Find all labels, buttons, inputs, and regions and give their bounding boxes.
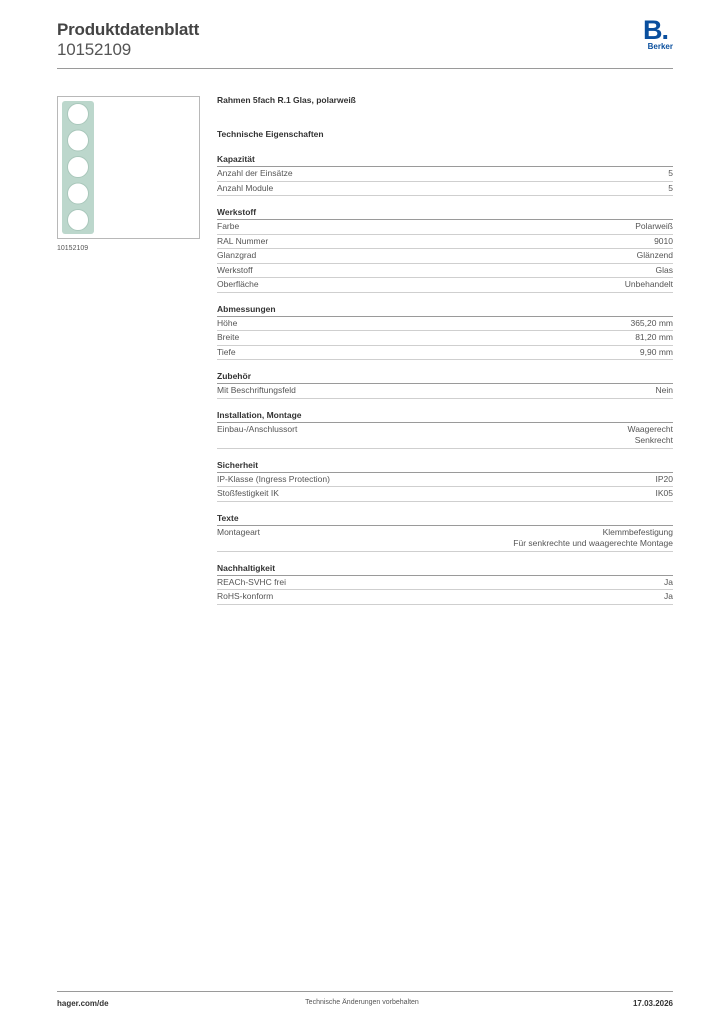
property-value <box>637 250 673 262</box>
property-value <box>513 527 673 550</box>
property-value <box>630 318 673 330</box>
property-value <box>635 221 673 233</box>
property-value-line: 5 <box>668 168 673 178</box>
footer-divider <box>57 991 673 992</box>
section-4 <box>217 409 673 449</box>
section-title: Installation, Montage <box>217 409 673 423</box>
property-label: Oberfläche <box>217 279 259 289</box>
frame-opening <box>68 157 89 178</box>
property-value <box>664 591 673 603</box>
property-value-line: 5 <box>668 182 673 193</box>
property-value-line: Ja <box>664 576 673 587</box>
property-value-line: 9,90 mm <box>639 346 673 357</box>
image-caption: 10152109 <box>57 245 89 252</box>
datasheet-content <box>217 95 673 605</box>
property-value-line: IP20 <box>655 473 673 484</box>
property-row <box>217 182 673 197</box>
property-row <box>217 264 673 279</box>
property-label: Werkstoff <box>217 264 253 275</box>
property-value <box>656 474 674 486</box>
property-label: Stoßfestigkeit IK <box>217 488 279 498</box>
property-value-line: Nein <box>655 385 673 395</box>
property-value-line: Polarweiß <box>635 221 673 231</box>
logo-name: Berker <box>647 42 673 51</box>
property-value-line: Für senkrechte und waagerechte Montage <box>513 538 673 548</box>
section-title: Abmessungen <box>217 303 673 317</box>
page-header <box>57 15 673 70</box>
property-row <box>217 278 673 293</box>
property-value <box>668 183 673 195</box>
property-row <box>217 167 673 182</box>
property-row <box>217 346 673 361</box>
product-name: Rahmen 5fach R.1 Glas, polarweiß <box>217 95 356 105</box>
logo-letter: B. <box>643 15 668 45</box>
section-title: Werkstoff <box>217 206 673 220</box>
property-row <box>217 576 673 591</box>
section-title: Nachhaltigkeit <box>217 562 673 576</box>
property-label: Tiefe <box>217 346 236 357</box>
property-value-line: 9010 <box>654 235 673 246</box>
frame-opening <box>68 210 89 231</box>
technical-properties-title: Technische Eigenschaften <box>217 129 324 139</box>
property-row <box>217 235 673 250</box>
property-label: Breite <box>217 332 240 342</box>
property-label: Einbau-/Anschlussort <box>217 423 298 434</box>
footer-website: hager.com/de <box>57 999 109 1008</box>
property-value-line: Klemmbefestigung <box>602 526 673 537</box>
property-row <box>217 220 673 235</box>
property-value <box>654 236 673 248</box>
section-2 <box>217 303 673 361</box>
property-row <box>217 487 673 502</box>
section-6 <box>217 512 673 552</box>
property-value-line: Unbehandelt <box>624 279 673 289</box>
section-5 <box>217 459 673 502</box>
header-divider <box>57 68 673 69</box>
footer-notice: Technische Änderungen vorbehalten <box>305 999 419 1006</box>
property-value <box>656 385 673 397</box>
article-number: 10152109 <box>57 40 132 59</box>
property-row <box>217 384 673 399</box>
property-label: Montageart <box>217 526 260 537</box>
property-label: IP-Klasse (Ingress Protection) <box>217 473 330 484</box>
section-title: Sicherheit <box>217 459 673 473</box>
section-0 <box>217 153 673 196</box>
property-value <box>625 279 673 291</box>
frame-opening <box>68 104 89 125</box>
property-value <box>664 577 673 589</box>
property-row <box>217 249 673 264</box>
property-value-line: IK05 <box>655 488 673 498</box>
frame-illustration <box>58 97 199 238</box>
property-label: REACh-SVHC frei <box>217 576 286 587</box>
property-row <box>217 590 673 605</box>
section-1 <box>217 206 673 293</box>
section-7 <box>217 562 673 605</box>
section-title: Texte <box>217 512 673 526</box>
property-row <box>217 473 673 488</box>
property-label: RAL Nummer <box>217 235 269 246</box>
section-title: Zubehör <box>217 370 673 384</box>
product-image <box>57 96 200 239</box>
property-label: Mit Beschriftungsfeld <box>217 385 296 395</box>
berker-logo <box>639 17 673 53</box>
property-value-line: Glas <box>655 264 673 275</box>
property-value <box>635 332 673 344</box>
frame-opening <box>68 130 89 151</box>
property-row <box>217 317 673 332</box>
property-value-line: Ja <box>664 591 673 601</box>
property-label: Anzahl Module <box>217 182 274 193</box>
property-label: RoHS-konform <box>217 591 274 601</box>
section-title: Kapazität <box>217 153 673 167</box>
property-value-line: Glänzend <box>636 250 673 260</box>
property-label: Glanzgrad <box>217 250 257 260</box>
property-value <box>656 488 674 500</box>
property-label: Anzahl der Einsätze <box>217 168 293 178</box>
property-value <box>656 265 673 277</box>
footer-date: 17.03.2026 <box>632 999 673 1008</box>
property-value-line: Senkrecht <box>634 435 673 445</box>
property-value-line: 365,20 mm <box>630 317 673 328</box>
property-value <box>668 168 673 180</box>
section-3 <box>217 370 673 399</box>
property-value-line: Waagerecht <box>627 423 673 434</box>
document-title: Produktdatenblatt <box>57 20 200 39</box>
property-label: Farbe <box>217 221 240 231</box>
property-value-line: 81,20 mm <box>635 332 673 342</box>
property-value <box>640 347 673 359</box>
property-label: Höhe <box>217 317 238 328</box>
property-row <box>217 331 673 346</box>
property-row <box>217 423 673 449</box>
property-value <box>627 424 673 447</box>
property-row <box>217 526 673 552</box>
frame-opening <box>68 183 89 204</box>
property-sections <box>217 153 673 605</box>
